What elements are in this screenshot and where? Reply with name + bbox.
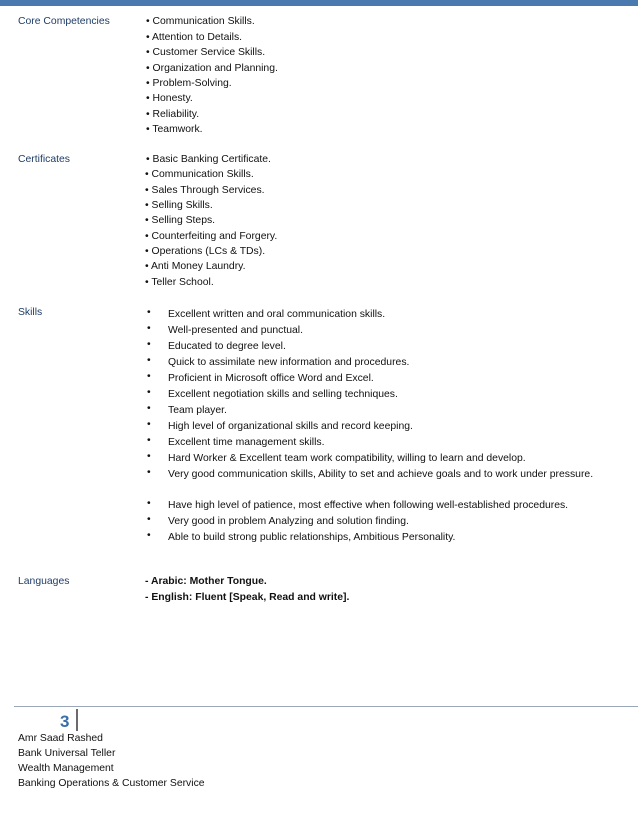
list-item: • Communication Skills. [145,169,254,180]
bullet: • [147,498,151,509]
list-item [145,307,625,323]
list-item-text: Very good communication skills, Ability to set and achieve goals and to work under pressure. [168,469,594,480]
list-item-text: Able to build strong public relationships, Ambitious Personality. [168,532,456,543]
bullet: • [147,435,151,446]
footer-divider [14,706,638,707]
bullet: • [147,419,151,430]
section-label-certificates: Certificates [18,154,70,165]
list-item: • Teamwork. [146,124,203,135]
list-item [145,514,625,530]
list-item [145,530,625,546]
list-item: • Customer Service Skills. [146,47,266,58]
bullet: • [147,307,151,318]
list-item-text: Educated to degree level. [168,341,286,352]
list-item: - English: Fluent [Speak, Read and write]. [145,592,350,603]
list-item-text: Hard Worker & Excellent team work compatibility, willing to learn and develop. [168,453,526,464]
list-item-text: Very good in problem Analyzing and solution finding. [168,516,409,527]
section-label-core-competencies: Core Competencies [18,16,110,27]
bullet: • [147,355,151,366]
list-item: • Honesty. [146,93,193,104]
list-item [145,467,625,483]
bullet: • [147,514,151,525]
bullet: • [147,451,151,462]
footer-line: Bank Universal Teller [18,748,116,759]
list-item [145,371,625,387]
list-item [145,323,625,339]
section-label-languages: Languages [18,576,70,587]
list-item: • Selling Steps. [145,215,216,226]
list-item [145,435,625,451]
list-item: - Arabic: Mother Tongue. [145,576,267,587]
list-item [145,403,625,419]
page-number: 3 [60,712,70,731]
list-item-text: Team player. [168,405,227,416]
list-item: • Problem-Solving. [146,78,232,89]
list-item-text: Excellent time management skills. [168,437,325,448]
list-item-text: Have high level of patience, most effective when following well-established procedures. [168,500,569,511]
footer-line: Wealth Management [18,763,114,774]
header-bar [0,0,638,6]
list-item: • Counterfeiting and Forgery. [145,231,278,242]
page-number-separator [76,709,78,731]
list-item: • Teller School. [145,277,214,288]
list-item: • Operations (LCs & TDs). [145,246,266,257]
list-item: • Selling Skills. [145,200,213,211]
list-item-text: Excellent written and oral communication skills. [168,309,386,320]
footer-line: Banking Operations & Customer Service [18,778,205,789]
list-item [145,419,625,435]
list-item: • Organization and Planning. [146,63,278,74]
list-item [145,498,625,514]
bullet: • [147,387,151,398]
list-item: • Reliability. [146,109,200,120]
bullet: • [147,339,151,350]
bullet: • [147,371,151,382]
list-item-text: Proficient in Microsoft office Word and Excel. [168,373,374,384]
list-item: • Anti Money Laundry. [145,261,246,272]
list-item [145,355,625,371]
list-item-text: Quick to assimilate new information and procedures. [168,357,410,368]
list-item-text: Well-presented and punctual. [168,325,303,336]
list-item-text: Excellent negotiation skills and selling techniques. [168,389,398,400]
list-item-text: High level of organizational skills and record keeping. [168,421,413,432]
list-item [145,387,625,403]
bullet: • [147,403,151,414]
footer-name: Amr Saad Rashed [18,733,103,744]
list-item: • Sales Through Services. [145,185,265,196]
bullet: • [147,530,151,541]
bullet: • [147,467,151,478]
section-label-skills: Skills [18,307,43,318]
list-item: • Attention to Details. [146,32,243,43]
list-item [145,339,625,355]
list-item: • Basic Banking Certificate. [146,154,271,165]
list-item: • Communication Skills. [146,16,255,27]
list-item [145,451,625,467]
bullet: • [147,323,151,334]
